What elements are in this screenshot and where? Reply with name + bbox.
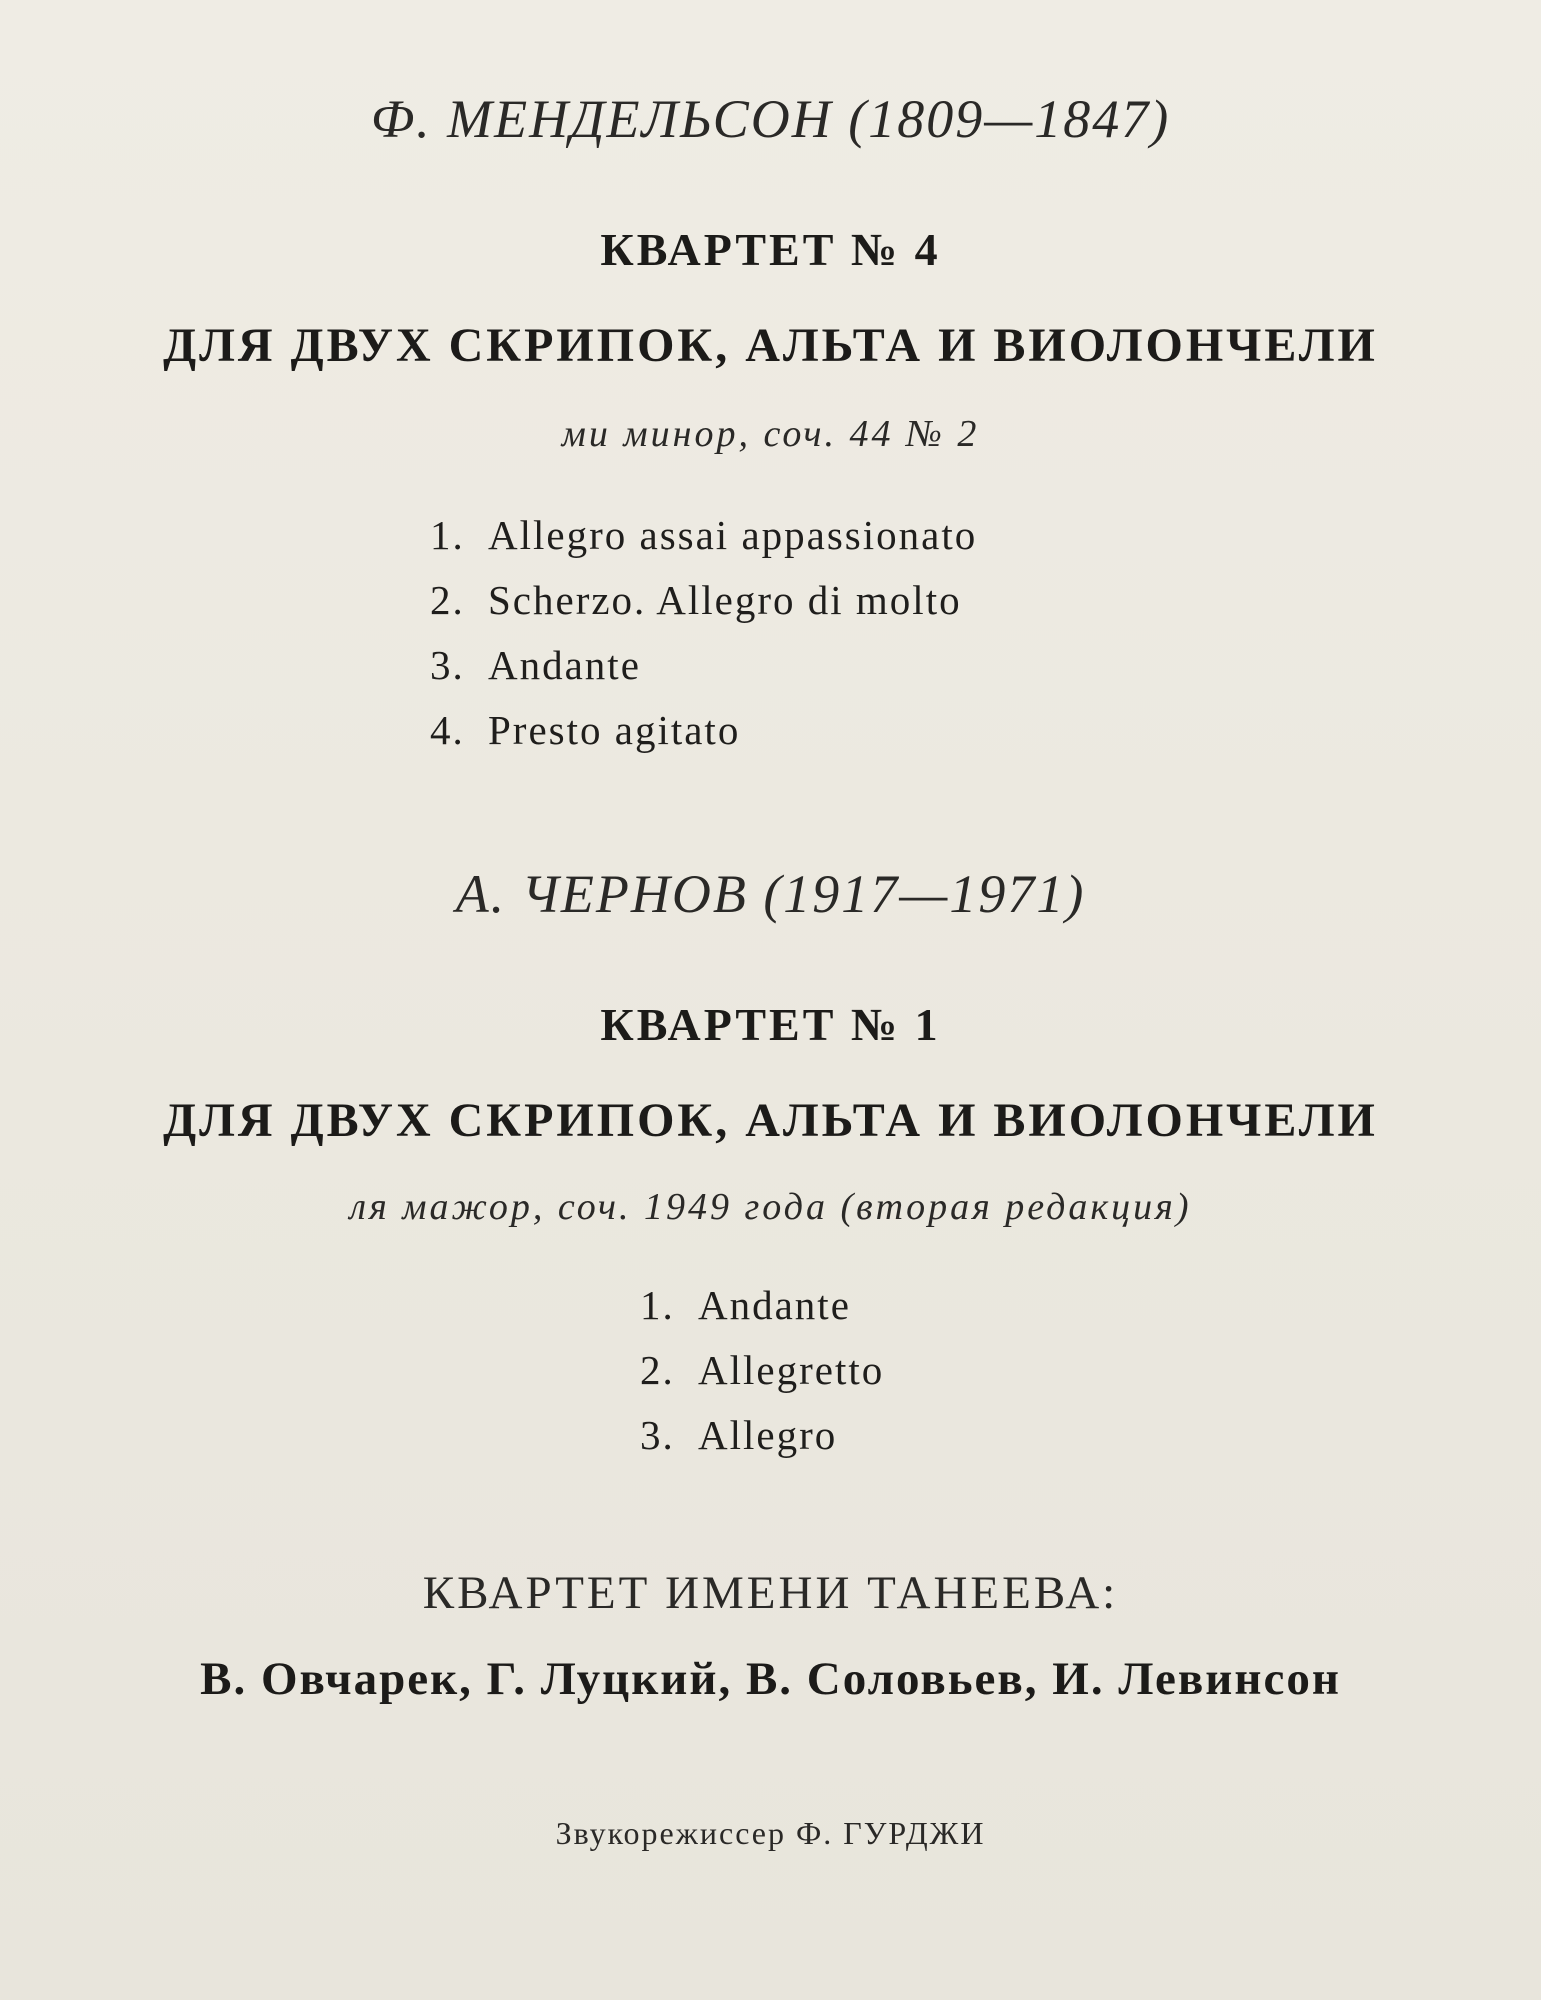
movement-name: Scherzo. Allegro di molto [488, 577, 962, 623]
movement-number: 2. [430, 577, 465, 623]
movement-item [640, 1338, 884, 1403]
movement-number: 1. [640, 1282, 675, 1328]
sound-engineer-credit: Звукорежиссер Ф. ГУРДЖИ [555, 1815, 986, 1851]
movement-name: Allegro assai appassionato [488, 512, 978, 558]
movement-item [430, 633, 977, 698]
work-key-quartet-4: ми минор, соч. 44 № 2 [561, 413, 980, 455]
movement-item [640, 1273, 884, 1338]
work-subtitle-quartet-1: ДЛЯ ДВУХ СКРИПОК, АЛЬТА И ВИОЛОНЧЕЛИ [163, 1094, 1378, 1147]
ensemble-players: В. Овчарек, Г. Луцкий, В. Соловьев, И. Левинсон [200, 1653, 1341, 1705]
movement-name: Allegro [698, 1412, 838, 1458]
movement-name: Andante [698, 1282, 851, 1328]
work-title-quartet-1: КВАРТЕТ № 1 [600, 999, 941, 1050]
work-title-quartet-4: КВАРТЕТ № 4 [600, 224, 941, 275]
movement-name: Allegretto [698, 1347, 885, 1393]
movement-item [430, 698, 977, 763]
work-key-quartet-1: ля мажор, соч. 1949 года (вторая редакция) [349, 1186, 1192, 1228]
movement-item [430, 568, 977, 633]
movement-item [430, 503, 977, 568]
composer-mendelssohn: Ф. МЕНДЕЛЬСОН (1809—1847) [370, 89, 1171, 149]
movement-name: Presto agitato [488, 707, 741, 753]
composer-chernov: А. ЧЕРНОВ (1917—1971) [455, 864, 1086, 924]
movement-name: Andante [488, 642, 641, 688]
movement-list-quartet-4 [430, 503, 977, 763]
ensemble-name: КВАРТЕТ ИМЕНИ ТАНЕЕВА: [422, 1567, 1119, 1619]
movement-number: 2. [640, 1347, 675, 1393]
work-subtitle-quartet-4: ДЛЯ ДВУХ СКРИПОК, АЛЬТА И ВИОЛОНЧЕЛИ [163, 319, 1378, 372]
movement-number: 1. [430, 512, 465, 558]
movement-list-quartet-1 [640, 1273, 884, 1468]
movement-number: 3. [430, 642, 465, 688]
movement-number: 4. [430, 707, 465, 753]
movement-item [640, 1403, 884, 1468]
movement-number: 3. [640, 1412, 675, 1458]
